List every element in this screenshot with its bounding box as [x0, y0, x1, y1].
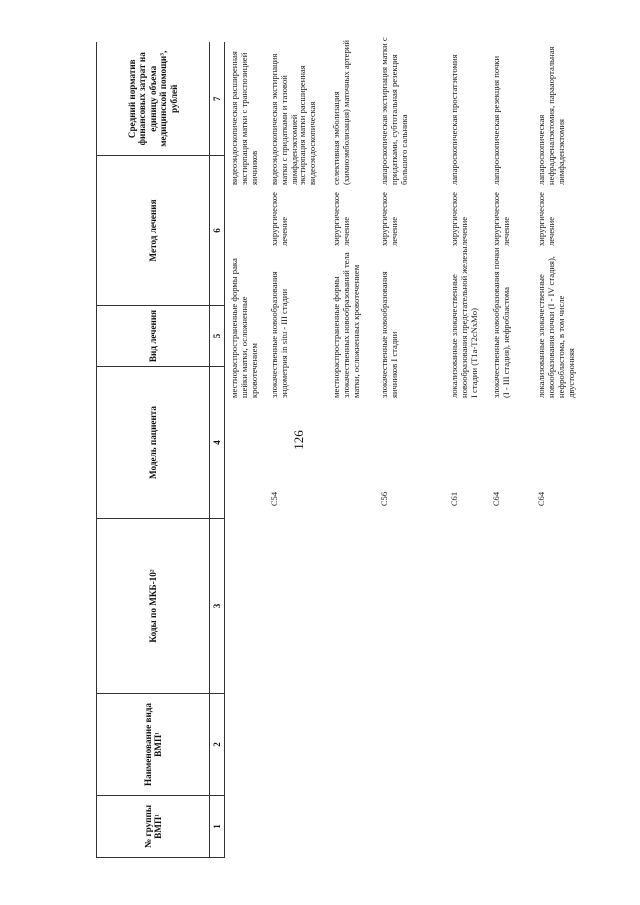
row-treatment-type: хирургическое лечение [331, 192, 351, 246]
header-icd-codes: Коды по МКБ-10² [97, 519, 210, 694]
row-icd-code: C56 [379, 491, 389, 507]
row-icd-code: C64 [536, 491, 546, 507]
row-treatment-method: лапароскопическая простатэктомия [449, 54, 459, 185]
row-patient-model: злокачественные новообразования почки (I - III стадия), нефробластома [491, 247, 511, 398]
table-row [230, 35, 270, 695]
row-patient-model: локализованные злокачественные новообразования предстательной железы I стадии (T1a-T2cNxMo) [449, 246, 479, 398]
header-vmp-name: Наименование вида ВМП¹ [97, 694, 210, 796]
row-patient-model: злокачественные новообразования эндометрия in situ - III стадии [269, 271, 289, 398]
row-icd-code: C61 [449, 491, 459, 507]
row-patient-model: местнораспространенные формы рака шейки матки, осложненные кровотечением [229, 258, 259, 398]
row-treatment-method: лапароскопическая экстирпация матки с придатками, субтотальная резекция большого сальника [379, 37, 409, 185]
table-row [450, 35, 490, 695]
header-patient-model: Модель пациента [97, 367, 210, 519]
header-cost-norm: Средний норматив финансовых затрат на единицу объема медицинской помощи³, рублей [97, 43, 210, 156]
row-patient-model: локализованные злокачественные новообразования почки (I - IV стадия), нефробластома, в том числе двусторонняя [536, 256, 576, 398]
column-number: 5 [210, 306, 225, 367]
column-number: 2 [210, 694, 225, 796]
table-header [96, 43, 225, 859]
row-icd-code: C54 [269, 491, 279, 507]
column-number: 6 [210, 156, 225, 306]
column-number: 3 [210, 519, 225, 694]
header-treatment-type: Вид лечения [97, 306, 210, 367]
row-treatment-type: хирургическое лечение [449, 192, 469, 246]
row-treatment-method: лапароскопическая резекция почки [491, 55, 501, 185]
row-treatment-type: хирургическое лечение [269, 192, 289, 246]
row-treatment-type: хирургическое лечение [379, 192, 399, 246]
table-row [380, 35, 420, 695]
row-patient-model: местнораспространенные формы злокачественных новообразований тела матки, осложненных кровотечением [331, 252, 361, 398]
row-patient-model: злокачественные новообразования яичников I стадии [379, 271, 399, 398]
column-number: 1 [210, 796, 225, 858]
header-treatment-method: Метод лечения [97, 156, 210, 306]
table-row [332, 35, 376, 695]
row-treatment-type: хирургическое лечение [491, 192, 511, 246]
column-number: 7 [210, 43, 225, 156]
row-treatment-method: селективная эмболизация (химиоэмболизация) маточных артерий [331, 40, 351, 185]
row-treatment-type: хирургическое лечение [536, 192, 556, 246]
method-item: видеоэндоскопическая экстирпация матки с придатками и тазовой лимфаденэктомией [269, 53, 299, 185]
table-row [492, 35, 532, 695]
row-treatment-method: лапароскопическая нефрадреналэктомия, парааортальная лимфаденэктомия [536, 46, 566, 185]
method-item: экстирпация матки расширенная видеоэндоскопическая [297, 65, 317, 185]
header-group-number: № группы ВМП¹ [97, 796, 210, 858]
row-treatment-method: видеоэндоскопическая расширенная экстирпация матки с транспозицией яичников [229, 51, 259, 185]
table-row [269, 35, 317, 695]
column-number: 4 [210, 367, 225, 519]
table-row [537, 35, 582, 695]
row-icd-code: C64 [491, 491, 501, 507]
page-number: 126 [291, 430, 306, 450]
